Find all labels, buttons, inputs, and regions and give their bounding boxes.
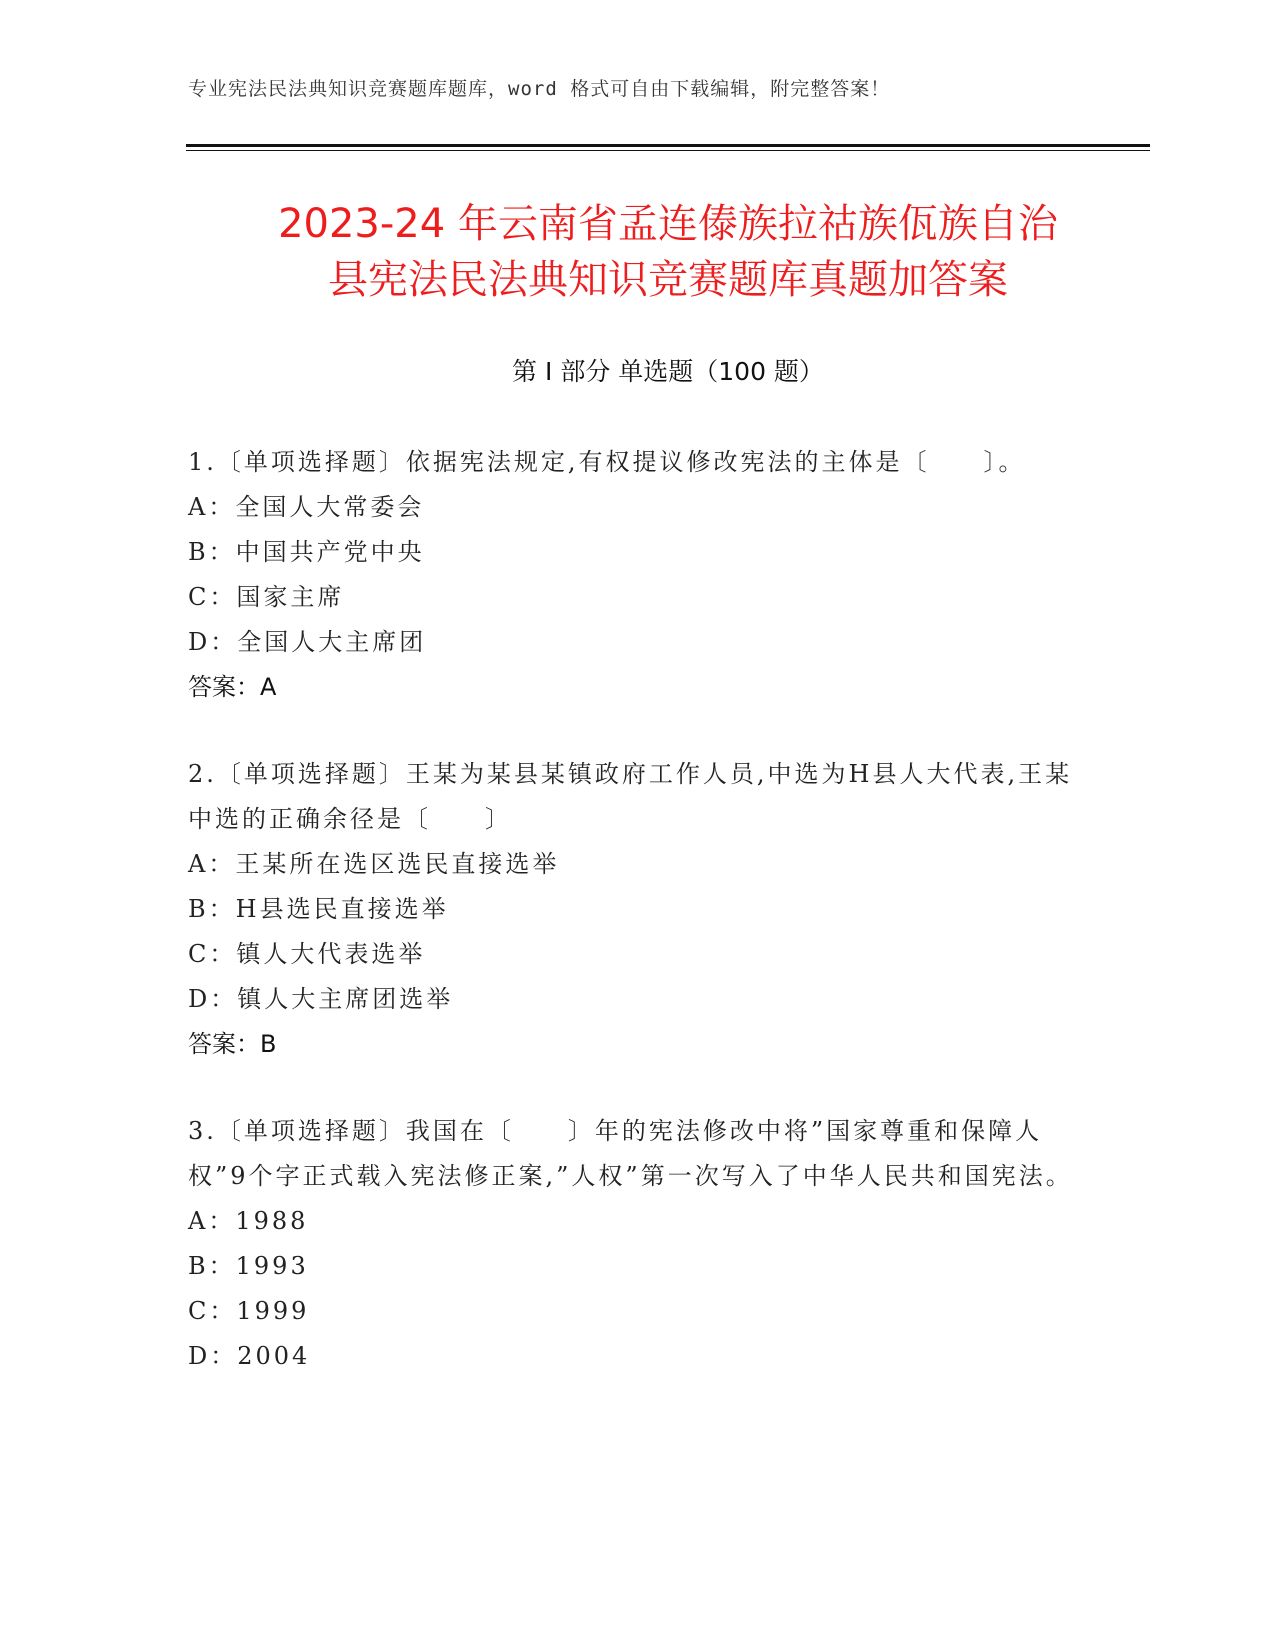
option-d: D：镇人大主席团选举 [188, 985, 454, 1013]
page-header: 专业宪法民法典知识竞赛题库题库，word 格式可自由下载编辑，附完整答案！ [188, 78, 891, 100]
question-list [188, 440, 1078, 1421]
document-title-line-1: 2023-24 年云南省孟连傣族拉祜族佤族自治 [278, 201, 1058, 247]
option-d: D：2004 [188, 1342, 311, 1370]
document-title [186, 196, 1150, 308]
header-rule-thick [186, 144, 1150, 147]
question-text: 2.〔单项选择题〕王某为某县某镇政府工作人员,中选为H县人大代表,王某中选的正确余径是〔 〕 [188, 760, 1073, 833]
option-c: C：镇人大代表选举 [188, 940, 426, 968]
document-title-line-2: 县宪法民法典知识竞赛题库真题加答案 [328, 257, 1008, 303]
option-c: C：1999 [188, 1297, 310, 1325]
option-b: B：1993 [188, 1252, 309, 1280]
answer-line: 答案：A [188, 673, 277, 701]
option-a: A：全国人大常委会 [188, 493, 425, 521]
option-d: D：全国人大主席团 [188, 628, 427, 656]
option-a: A：王某所在选区选民直接选举 [188, 850, 560, 878]
question-1 [188, 440, 1078, 710]
option-b: B：中国共产党中央 [188, 538, 425, 566]
section-title: 第 I 部分 单选题（100 题） [512, 357, 824, 386]
option-a: A：1988 [188, 1207, 309, 1235]
question-text: 3.〔单项选择题〕我国在〔 〕年的宪法修改中将”国家尊重和保障人权”9个字正式载入宪法修正案,”人权”第一次写入了中华人民共和国宪法。 [188, 1117, 1073, 1190]
answer-line: 答案：B [188, 1030, 277, 1058]
question-2 [188, 752, 1078, 1067]
option-c: C：国家主席 [188, 583, 345, 611]
question-text: 1.〔单项选择题〕依据宪法规定,有权提议修改宪法的主体是〔 〕。 [188, 448, 1026, 476]
option-b: B：H县选民直接选举 [188, 895, 449, 923]
question-3 [188, 1109, 1078, 1379]
header-rule-thin [186, 150, 1150, 151]
